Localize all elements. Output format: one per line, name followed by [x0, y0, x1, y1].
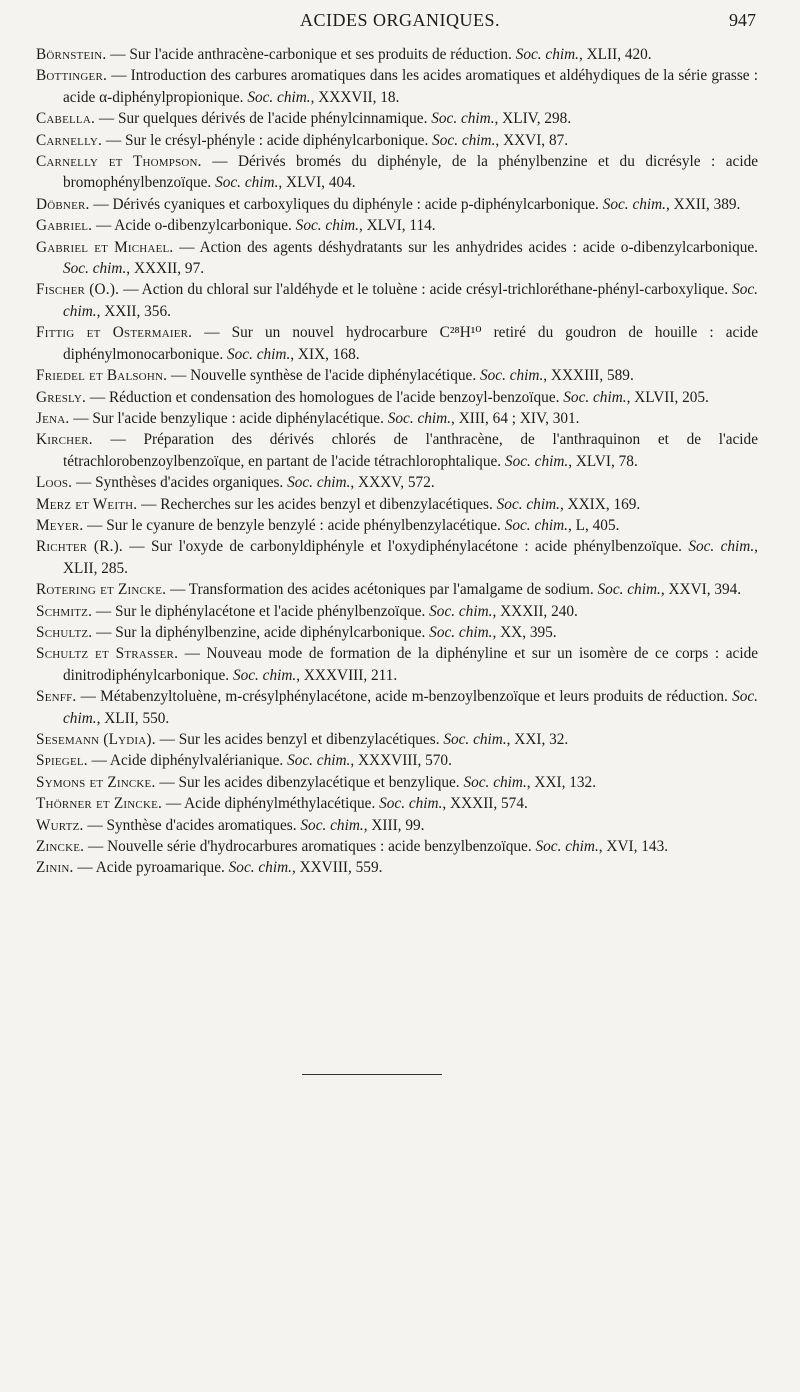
entry-reference: , XX, 395. — [492, 623, 557, 641]
entry-author: Schultz. — [36, 623, 93, 641]
entry-journal: Soc. chim. — [63, 260, 127, 278]
entry-journal: Soc. chim. — [429, 623, 493, 641]
entry-journal: Soc. chim. — [300, 816, 364, 834]
bibliography-entry — [36, 44, 758, 65]
entry-text: — Réduction et condensation des homologues de l'acide benzoyl-benzoïque. — [86, 388, 564, 406]
entry-journal: Soc. chim. — [226, 345, 291, 363]
bibliography-entry — [36, 194, 758, 215]
entry-reference: , XXXVIII, 570. — [350, 752, 452, 770]
entry-reference: , XXVI, 87. — [495, 131, 569, 149]
entry-reference: , XLII, 285. — [63, 538, 758, 577]
bibliography-entry — [36, 579, 758, 600]
entry-text: — Synthèses d'acides organiques. — [72, 474, 288, 492]
entry-reference: , XLVI, 114. — [358, 217, 436, 235]
end-rule — [302, 1074, 442, 1075]
bibliography-entry — [36, 279, 758, 322]
entry-journal: Soc. chim. — [597, 581, 661, 599]
entry-reference: , XIX, 168. — [290, 345, 360, 363]
bibliography-entry — [36, 750, 758, 771]
entry-author: Friedel et Balsohn. — [36, 367, 168, 385]
entry-text: — Sur les acides dibenzylacétique et benzylique. — [155, 773, 464, 791]
entry-text: — Acide diphénylvalérianique. — [87, 752, 288, 770]
entry-author: Loos. — [36, 474, 73, 492]
entry-author: Symons et Zincke. — [36, 773, 156, 791]
entry-text: — Sur quelques dérivés de l'acide phénylcinnamique. — [95, 110, 432, 128]
entry-journal: Soc. chim. — [63, 281, 758, 320]
entry-journal: Soc. chim. — [228, 859, 292, 877]
entry-reference: , XLII, 420. — [578, 46, 652, 63]
bibliography-entry — [36, 130, 758, 151]
bibliography-list — [36, 44, 758, 879]
entry-journal: Soc. chim. — [287, 474, 351, 492]
entry-journal: Soc. chim. — [379, 795, 443, 813]
bibliography-entry — [36, 472, 758, 493]
entry-text: — Sur l'oxyde de carbonyldiphényle et l'oxydiphénylacétone : acide phénylbenzoïque. — [122, 538, 689, 556]
bibliography-entry — [36, 108, 758, 129]
entry-author: Fischer (O.). — [36, 281, 120, 299]
entry-reference: , XLVI, 404. — [278, 174, 356, 192]
entry-text: — Acide diphénylméthylacétique. — [162, 795, 380, 813]
entry-reference: , XXII, 356. — [96, 302, 171, 320]
entry-text: — Introduction des carbures aromatiques dans les acides aromatiques et aldéhydiques de la série grasse : acide α-diphénylpropionique. — [63, 67, 758, 106]
entry-author: Cabella. — [36, 110, 96, 128]
entry-author: Spiegel. — [36, 752, 88, 770]
entry-reference: , XLII, 550. — [96, 709, 170, 727]
entry-text: — Sur le diphénylacétone et l'acide phénylbenzoïque. — [92, 602, 430, 620]
entry-journal: Soc. chim. — [443, 731, 507, 748]
bibliography-entry — [36, 815, 758, 836]
entry-author: Schmitz. — [36, 602, 93, 620]
bibliography-entry — [36, 387, 758, 408]
entry-journal: Soc. chim. — [496, 495, 560, 513]
entry-journal: Soc. chim. — [563, 388, 627, 406]
entry-journal: Soc. chim. — [431, 110, 495, 128]
page-title: ACIDES ORGANIQUES. — [299, 10, 500, 30]
entry-text: — Métabenzyltoluène, m-crésylphénylacétone, acide m-benzoylbenzoïque et leurs produits de réduction. — [76, 688, 733, 706]
entry-text: — Acide o-dibenzylcarbonique. — [92, 217, 296, 235]
entry-reference: , XXXII, 97. — [126, 260, 205, 278]
entry-author: Carnelly et Thompson. — [36, 153, 202, 171]
entry-text: — Sur l'acide anthracène-carbonique et ses produits de réduction. — [106, 46, 516, 63]
entry-text: — Synthèse d'acides aromatiques. — [83, 816, 301, 834]
entry-author: Carnelly. — [36, 131, 103, 149]
entry-reference: , XXI, 132. — [526, 773, 597, 791]
entry-text: — Sur la diphénylbenzine, acide diphénylcarbonique. — [92, 623, 430, 641]
entry-journal: Soc. chim. — [247, 88, 311, 106]
bibliography-entry — [36, 408, 758, 429]
bibliography-entry — [36, 622, 758, 643]
entry-reference: , XIII, 99. — [363, 816, 425, 834]
entry-reference: , XXVI, 394. — [660, 581, 742, 599]
bibliography-entry — [36, 601, 758, 622]
bibliography-entry — [36, 536, 758, 579]
entry-journal: Soc. chim. — [432, 131, 496, 149]
entry-reference: , L, 405. — [568, 516, 620, 534]
entry-text: — Sur l'acide benzylique : acide diphénylacétique. — [69, 409, 388, 427]
entry-text: — Dérivés cyaniques et carboxyliques du diphényle : acide p-diphénylcarbonique. — [89, 195, 603, 213]
entry-journal: Soc. chim. — [504, 452, 569, 470]
entry-journal: Soc. chim. — [387, 409, 452, 427]
entry-author: Jena. — [36, 409, 70, 427]
entry-text: — Recherches sur les acides benzyl et dibenzylacétiques. — [137, 495, 497, 513]
bibliography-entry — [36, 322, 758, 365]
bibliography-entry — [36, 857, 758, 878]
entry-journal: Soc. chim. — [504, 516, 568, 534]
bibliography-entry — [36, 237, 758, 280]
entry-reference: , XLVI, 78. — [568, 452, 638, 470]
entry-journal: Soc. chim. — [479, 367, 544, 385]
bibliography-entry — [36, 515, 758, 536]
entry-author: Zinin. — [36, 859, 74, 877]
bibliography-entry — [36, 215, 758, 236]
entry-author: Döbner. — [36, 195, 90, 213]
entry-author: Schultz et Strasser. — [36, 645, 179, 663]
entry-journal: Soc. chim. — [215, 174, 279, 192]
bibliography-entry — [36, 151, 758, 194]
entry-journal: Soc. chim. — [515, 46, 579, 63]
entry-author: Meyer. — [36, 516, 84, 534]
entry-journal: Soc. chim. — [602, 195, 666, 213]
bibliography-entry — [36, 643, 758, 686]
entry-reference: , XXII, 389. — [666, 195, 741, 213]
bibliography-entry — [36, 365, 758, 386]
entry-text: — Transformation des acides acétoniques par l'amalgame de sodium. — [166, 581, 598, 599]
entry-text: — Dérivés bromés du diphényle, de la phénylbenzine et du dicrésyle : acide bromophénylbenzoïque. — [63, 153, 759, 192]
entry-author: Merz et Weith. — [36, 495, 138, 513]
entry-reference: , XLIV, 298. — [494, 110, 572, 128]
entry-text: — Action du chloral sur l'aldéhyde et le toluène : acide crésyl-trichloréthane-phényl-carboxylique. — [119, 281, 733, 299]
entry-text: — Nouvelle synthèse de l'acide diphénylacétique. — [167, 367, 480, 385]
entry-text: — Préparation des dérivés chlorés de l'anthracène, de l'anthraquinon et de l'acide tétrachlorobenzoylbenzoïque, en partant de l'acide tétrachlorophtalique. — [63, 431, 758, 470]
entry-author: Richter (R.). — [36, 538, 123, 556]
entry-author: Zincke. — [36, 838, 85, 856]
entry-reference: , XIII, 64 ; XIV, 301. — [451, 409, 580, 427]
entry-author: Gabriel et Michael. — [36, 238, 174, 256]
entry-author: Sesemann (Lydia). — [36, 731, 156, 748]
entry-author: Wurtz. — [36, 816, 84, 834]
bibliography-entry — [36, 836, 758, 857]
entry-reference: , XXXVII, 18. — [310, 88, 400, 106]
entry-journal: Soc. chim. — [63, 688, 758, 727]
entry-author: Rotering et Zincke. — [36, 581, 167, 599]
page-number: 947 — [729, 10, 756, 30]
entry-journal: Soc. chim. — [463, 773, 527, 791]
bibliography-entry — [36, 772, 758, 793]
entry-author: Gresly. — [36, 388, 87, 406]
entry-text: — Nouvelle série d'hydrocarbures aromatiques : acide benzylbenzoïque. — [84, 838, 536, 856]
entry-author: Bottinger. — [36, 67, 108, 85]
entry-author: Börnstein. — [36, 46, 107, 63]
bibliography-entry — [36, 65, 758, 108]
entry-reference: , XXXII, 240. — [492, 602, 578, 620]
entry-journal: Soc. chim. — [287, 752, 351, 770]
bibliography-entry — [36, 793, 758, 814]
entry-journal: Soc. chim. — [688, 538, 755, 556]
entry-reference: , XVI, 143. — [598, 838, 669, 856]
entry-author: Senff. — [36, 688, 77, 706]
entry-author: Fittig et Ostermaier. — [36, 324, 193, 342]
entry-author: Gabriel. — [36, 217, 93, 235]
running-head — [0, 10, 800, 34]
entry-author: Thörner et Zincke. — [36, 795, 163, 813]
entry-reference: , XXXV, 572. — [350, 474, 435, 492]
entry-reference: , XLVII, 205. — [626, 388, 709, 406]
bibliography-entry — [36, 429, 758, 472]
bibliography-entry — [36, 729, 758, 750]
entry-reference: , XXXVIII, 211. — [296, 666, 398, 684]
entry-reference: , XXI, 32. — [506, 731, 569, 748]
entry-text: — Nouveau mode de formation de la diphényline et sur un isomère de ce corps : acide dinitrodiphénylcarbonique. — [63, 645, 759, 684]
entry-reference: , XXXII, 574. — [442, 795, 528, 813]
entry-reference: , XXVIII, 559. — [291, 859, 383, 877]
entry-author: Kircher. — [36, 431, 93, 449]
entry-text: — Sur le crésyl-phényle : acide diphénylcarbonique. — [102, 131, 433, 149]
entry-reference: , XXXIII, 589. — [543, 367, 634, 385]
bibliography-entry — [36, 686, 758, 729]
entry-text: — Acide pyroamarique. — [73, 859, 229, 877]
entry-reference: , XXIX, 169. — [559, 495, 641, 513]
entry-text: — Sur le cyanure de benzyle benzylé : acide phénylbenzylacétique. — [83, 516, 505, 534]
entry-text: — Sur les acides benzyl et dibenzylacétiques. — [155, 731, 444, 748]
entry-journal: Soc. chim. — [535, 838, 599, 856]
bibliography-entry — [36, 494, 758, 515]
entry-text: — Sur un nouvel hydrocarbure C²⁸H¹⁰ retiré du goudron de houille : acide diphénylmonocarbonique. — [63, 324, 758, 363]
entry-journal: Soc. chim. — [295, 217, 359, 235]
entry-text: — Action des agents déshydratants sur les anhydrides acides : acide o-dibenzylcarbonique. — [173, 238, 759, 256]
entry-journal: Soc. chim. — [429, 602, 493, 620]
entry-journal: Soc. chim. — [232, 666, 297, 684]
